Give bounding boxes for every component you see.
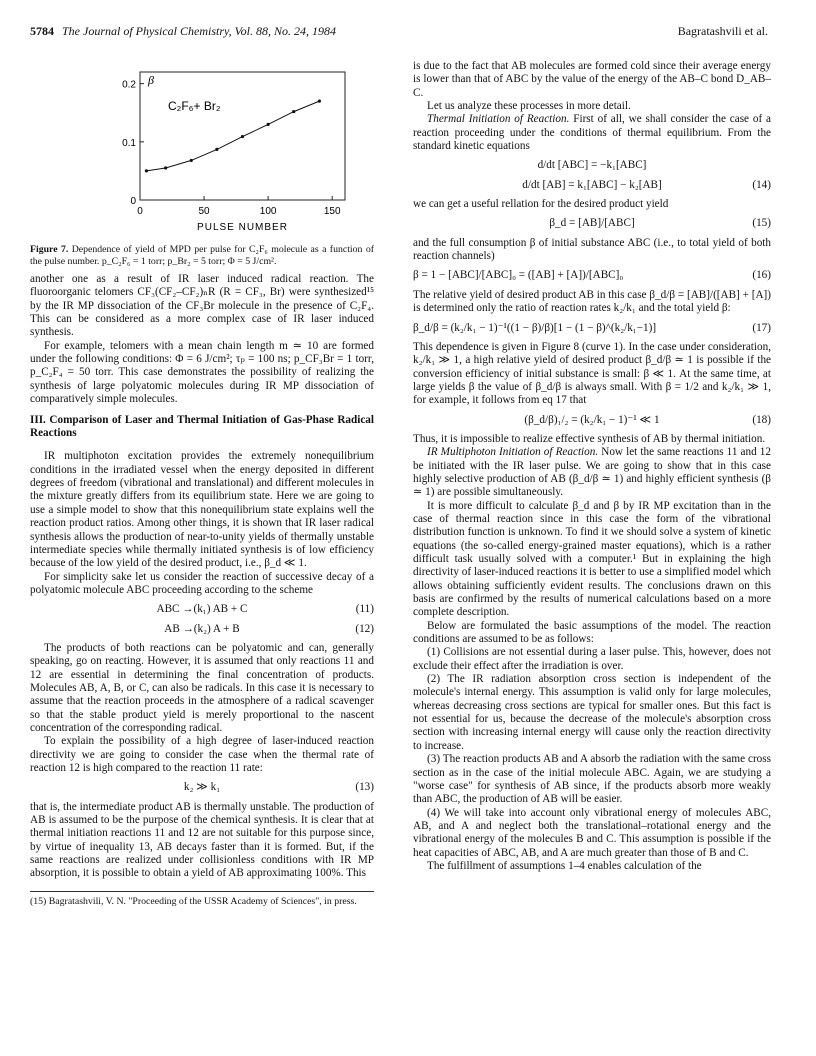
y-tick-label: 0 [130, 196, 136, 207]
x-tick-label: 0 [137, 206, 143, 217]
figure-caption-text: Dependence of yield of MPD per pulse for C₂F₆ molecule as a function of the pulse number. p_C₂F₆ = 1 torr; p_Br₂ = 5 torr; Φ = 5 J/cm². [30, 244, 375, 267]
left-paragraph-4: For simplicity sake let us consider the reaction of successive decay of a polyatomic molecule ABC proceeding according to the scheme [30, 570, 374, 596]
x-axis-label: PULSE NUMBER [197, 222, 288, 233]
equation-13-body: k₂ ≫ k₁ [183, 781, 221, 794]
equation-kinetic-abc [413, 159, 771, 172]
x-tick-label: 100 [259, 206, 277, 217]
right-paragraph-4: we can get a useful rellation for the desired product yield [413, 198, 669, 211]
equation-16 [413, 269, 771, 282]
left-column [30, 60, 374, 907]
left-paragraph-7: that is, the intermediate product AB is thermally unstable. The production of AB is assumed to be the purpose of the chemical synthesis. It is clear that at thermal initiation reactions 11 and 12 are not suitable for this purpose since, by virtue of inequality 13, AB decays faster than it is formed. But, if the same reactions are realized under collisionless conditions with IR MP absorption, it is possible to obtain a yield of AB approximating 100%. This [30, 800, 374, 880]
right-paragraph-15: (4) We will take into account only vibrational energy of molecules ABC, AB, and A and neglect both the translational–rotational energy and the vibrational energy of the molecules B and C. This assumption is possible if the heat capacities of ABC, AB, and A are much greater than those of B and C. [413, 806, 771, 859]
equation-kinetic-abc-body: d/dt [ABC] = −k₁[ABC] [537, 159, 647, 172]
right-paragraph-12: (1) Collisions are not essential during a laser pulse. This, however, does not exclude their effect after the irradiation is over. [413, 646, 771, 672]
equation-14-number: (14) [752, 178, 771, 191]
left-paragraph-3: IR multiphoton excitation provides the extremely nonequilibrium conditions in the irradiated vessel when the energy deposited in different degrees of freedom (vibrational and translational) and different molecules in the mixture greatly differs from its equilibrium state. Here we are going to use a simple model to show that this nonequilibrium state explains well the reaction product ratios. Among other things, it is shown that IR laser radical synthesis allows the production of near-to-unity yields of thermally unstable intermediate species while thermally initiated synthesis is of low efficiency because of the low yield of the desired product, i.e., β_d ≪ 1. [30, 450, 374, 570]
compound-label: C₂F₆+ Br₂ [168, 99, 221, 113]
left-paragraph-2: For example, telomers with a mean chain length m ≃ 10 are formed under the following conditions: Φ = 6 J/cm²; τₚ = 100 ns; p_CF₃Br = 1 torr, p_C₂F₄ = 50 torr. This case demonstrates the possibility of realizing the synthesis of large polyatomic molecules during IR MP dissociation of comparatively simple molecules. [30, 339, 374, 406]
equation-17-number: (17) [752, 321, 771, 334]
y-tick-label: 0.2 [122, 79, 136, 91]
equation-12-number: (12) [355, 622, 374, 635]
equation-11-body: ABC →(k₁) AB + C [156, 603, 248, 616]
right-paragraph-11: Below are formulated the basic assumptions of the model. The reaction conditions are assumed to be as follows: [413, 619, 771, 646]
figure-caption-label: Figure 7. [30, 244, 69, 255]
data-point [241, 135, 244, 138]
equation-13-number: (13) [355, 781, 374, 794]
section-title: III. Comparison of Laser and Thermal Initiation of Gas-Phase Radical Reactions [30, 414, 374, 440]
equation-17-body: β_d/β = (k₂/k₁ − 1)⁻¹((1 − β)/β)[1 − (1 − β)^(k₂/k₁−1)] [413, 321, 657, 334]
header-left [30, 24, 336, 39]
page-header [30, 24, 768, 42]
right-paragraph-8: Thus, it is impossible to realize effective synthesis of AB by thermal initiation. [413, 432, 766, 445]
right-paragraph-5: and the full consumption β of initial substance ABC (i.e., to total yield of both reaction channels) [413, 236, 771, 263]
figure-caption [30, 244, 374, 267]
journal-citation: The Journal of Physical Chemistry, Vol. 88, No. 24, 1984 [62, 24, 336, 38]
right-paragraph-2: Let us analyze these processes in more detail. [427, 100, 631, 113]
data-point [164, 166, 167, 169]
footnote-15: (15) Bagratashvili, V. N. "Proceeding of the USSR Academy of Sciences", in press. [30, 891, 374, 908]
data-point [145, 169, 148, 172]
right-paragraph-13: (2) The IR radiation absorption cross section is independent of the molecule's internal energy. This assumption is valid only for large molecules, whereas decreasing cross sections are typical for smaller ones. But this fact is not essential for us, because the decrease of the molecule's absorption cross section with increasing internal energy will cause only the reaction directivity to increase. [413, 673, 771, 752]
right-paragraph-9-text: Now let the same reactions 11 and 12 be initiated with the IR laser pulse. We are going to show that in this case highly selective production of AB (β_d/β ≃ 1) and highly efficient synthesis (β ≃ 1) are possible simultaneously. [413, 446, 771, 499]
x-tick-label: 50 [198, 206, 210, 217]
equation-16-body: β = 1 − [ABC]/[ABC]₀ = ([AB] + [A])/[ABC]₀ [413, 269, 624, 282]
header-authors: Bagratashvili et al. [677, 24, 768, 38]
right-column [413, 60, 771, 873]
equation-15 [413, 217, 771, 230]
right-paragraph-1: is due to the fact that AB molecules are formed cold since their average energy is lower than that of ABC by the value of the energy of the AB–C bond D_AB–C. [413, 60, 771, 99]
equation-15-number: (15) [752, 217, 771, 230]
figure-7 [30, 60, 374, 240]
right-paragraph-3-text: First of all, we shall consider the case of a reaction proceeding under the conditions of thermal equilibrium. From the standard kinetic equations [413, 113, 772, 153]
equation-11-number: (11) [355, 603, 374, 616]
figure-7-chart [30, 60, 374, 240]
thermal-initiation-heading: Thermal Initiation of Reaction. [427, 113, 570, 126]
equation-17 [413, 322, 771, 335]
equation-16-number: (16) [752, 269, 771, 282]
data-point [190, 159, 193, 162]
data-point [267, 123, 270, 126]
data-point [292, 110, 295, 113]
left-paragraph-6: To explain the possibility of a high degree of laser-induced reaction directivity we are going to consider the case when the thermal rate of reaction 12 is high compared to the reaction 11 rate: [30, 735, 374, 774]
ir-initiation-heading: IR Multiphoton Initiation of Reaction. [427, 446, 599, 459]
equation-13 [30, 781, 374, 794]
equation-14 [413, 179, 771, 192]
y-axis-label: β [148, 73, 154, 87]
equation-18 [413, 414, 771, 427]
right-paragraph-10: It is more difficult to calculate β_d and β by IR MP excitation than in the case of thermal reaction since in this case the form of the vibrational distribution function is unknown. To find it we should solve a system of kinetic equations (the so-called energy-grained master equations), which is a rather difficult task usually solved with a computer.¹ But in explaining the high directivity of laser-induced reactions it is better to use a simplified model which allows obtaining sufficiently evident results. The conclusions drawn on this basis are confirmed by the results of numerical calculations based on a more complete description. [413, 499, 771, 619]
equation-18-body: (β_d/β)₁/₂ = (k₂/k₁ − 1)⁻¹ ≪ 1 [524, 413, 660, 426]
equation-14-body: d/dt [AB] = k₁[ABC] − k₂[AB] [522, 178, 662, 191]
right-paragraph-3 [413, 113, 771, 153]
y-tick-label: 0.1 [122, 137, 136, 149]
page-number: 5784 [30, 24, 54, 38]
data-point [215, 148, 218, 151]
right-paragraph-14: (3) The reaction products AB and A absorb the radiation with the same cross section as in the case of the initial molecule ABC. Again, we are studying a "worse case" for synthesis of AB since, if the products absorb more weakly than ABC, the production of AB will be easier. [413, 753, 771, 806]
x-tick-label: 150 [323, 206, 341, 217]
right-paragraph-16: The fulfillment of assumptions 1–4 enables calculation of the [427, 859, 702, 872]
right-paragraph-7: This dependence is given in Figure 8 (curve 1). In the case under consideration, k₂/k₁ ≫ 1, a high relative yield of desired product β_d/β ≃ 1 is possible if the conversion efficiency of initial substance is small: β ≪ 1. At the same time, at large yields β the value of β_d/β is always small. With β = 1/2 and k₂/k₁ ≫ 1, for example, it follows from eq 17 that [413, 340, 771, 407]
equation-11 [30, 603, 374, 616]
data-point [318, 99, 321, 102]
left-paragraph-5: The products of both reactions can be polyatomic and can, generally speaking, go on reacting. However, it is assumed that only reactions 11 and 12 are essential in determining the final concentration of products. Molecules AB, A, B, or C, can also be radicals. In this case it is necessary to assume that the reaction proceeds in the atmosphere of a radical scavenger so that the stable product yield is merely proportional to the nascent concentration of the corresponding radical. [30, 641, 374, 734]
right-paragraph-9 [413, 446, 771, 499]
equation-15-body: β_d = [AB]/[ABC] [549, 217, 635, 230]
equation-12-body: AB →(k₂) A + B [164, 622, 240, 635]
right-paragraph-6: The relative yield of desired product AB in this case β_d/β = [AB]/([AB] + [A]) is determined only the ratio of reaction rates k₂/k₁ and the total yield β: [413, 288, 771, 315]
equation-18-number: (18) [752, 413, 771, 426]
equation-12 [30, 623, 374, 636]
left-paragraph-1: another one as a result of IR laser induced radical reaction. The fluoroorganic telomers CF₃(CF₂–CF₂)ₙR (R = CF₃, Br) were synthesized¹⁵ by the IR MP dissociation of the CF₃Br molecule in the presence of C₂F₄. This can be considered as a more complex case of IR laser induced synthesis. [30, 273, 374, 339]
